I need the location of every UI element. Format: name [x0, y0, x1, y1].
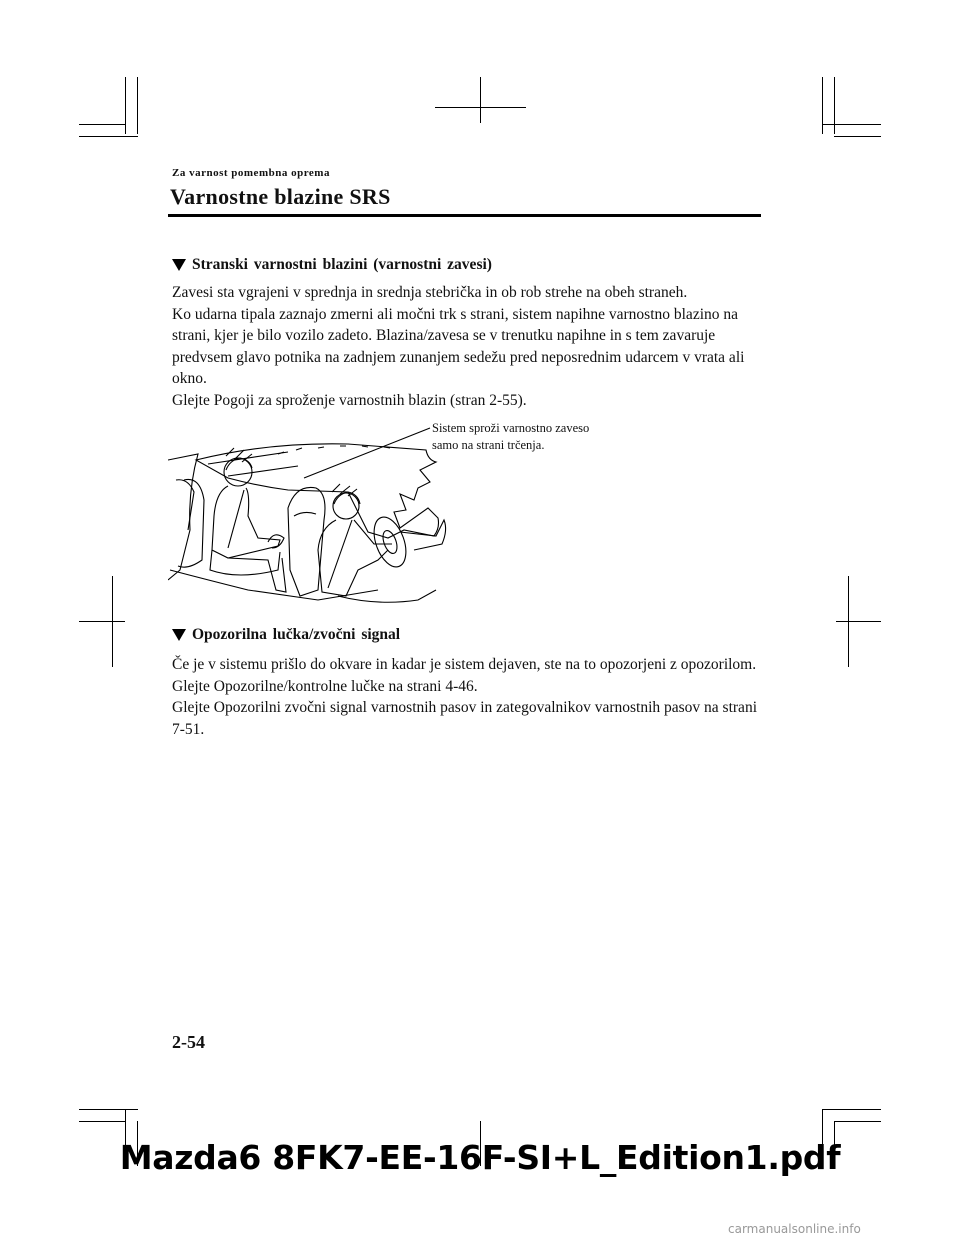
paragraph: Glejte Opozorilni zvočni signal varnostnih pasov in zategovalnikov varnostnih pasov na strani 7-51.	[172, 699, 757, 738]
paragraph: Glejte Pogoji za sproženje varnostnih blazin (stran 2-55).	[172, 391, 527, 409]
warning-body	[172, 654, 762, 740]
footer-filename: Mazda6 8FK7-EE-16F-SI+L_Edition1.pdf	[119, 1138, 841, 1177]
watermark: carmanualsonline.info	[728, 1222, 861, 1236]
crop-mark	[836, 621, 881, 622]
crop-mark	[834, 136, 881, 137]
page-number: 2-54	[172, 1032, 205, 1052]
crop-mark	[79, 1121, 126, 1122]
crop-mark	[435, 107, 526, 108]
triangle-bullet-icon	[172, 259, 186, 271]
crop-mark	[480, 77, 481, 123]
subheading-side-curtain	[172, 256, 492, 274]
callout-line: Sistem sproži varnostno zaveso	[432, 421, 590, 435]
subheading-text: Opozorilna lučka/zvočni signal	[192, 626, 401, 643]
triangle-bullet-icon	[172, 629, 186, 641]
paragraph: Glejte Opozorilne/kontrolne lučke na strani 4-46.	[172, 677, 478, 695]
crop-mark	[137, 77, 138, 134]
paragraph: Ko udarna tipala zaznajo zmerni ali močni trk s strani, sistem napihne varnostno blazino na strani, kjer je bilo vozilo zadeto. Blazina/zavesa se v trenutku napihne in s tem zavaruje predvsem glavo potnika na zadnjem zunanjem sedežu pred neposrednim udarcem v vrata ali okno.	[172, 305, 745, 387]
crop-mark	[79, 621, 125, 622]
side-curtain-body	[172, 282, 762, 411]
crop-mark	[834, 77, 835, 134]
crop-mark	[822, 1109, 881, 1110]
subheading-text: Stranski varnostni blazini (varnostni zavesi)	[192, 256, 492, 273]
crop-mark	[79, 1109, 138, 1110]
crop-mark	[822, 77, 823, 134]
figure-callout	[432, 420, 589, 454]
crop-mark	[822, 124, 881, 125]
subheading-warning	[172, 626, 400, 644]
title-rule	[168, 214, 761, 217]
paragraph: Če je v sistemu prišlo do okvare in kadar je sistem dejaven, ste na to opozorjeni z opozorilom.	[172, 656, 757, 673]
section-label: Za varnost pomembna oprema	[172, 167, 330, 179]
crop-mark	[79, 124, 126, 125]
paragraph: Zavesi sta vgrajeni v sprednja in srednja stebrička in ob rob strehe na obeh straneh.	[172, 284, 688, 301]
crop-mark	[834, 1121, 881, 1122]
chapter-title: Varnostne blazine SRS	[170, 184, 391, 209]
callout-line: samo na strani trčenja.	[432, 438, 545, 452]
crop-mark	[125, 77, 126, 134]
crop-mark	[79, 136, 138, 137]
